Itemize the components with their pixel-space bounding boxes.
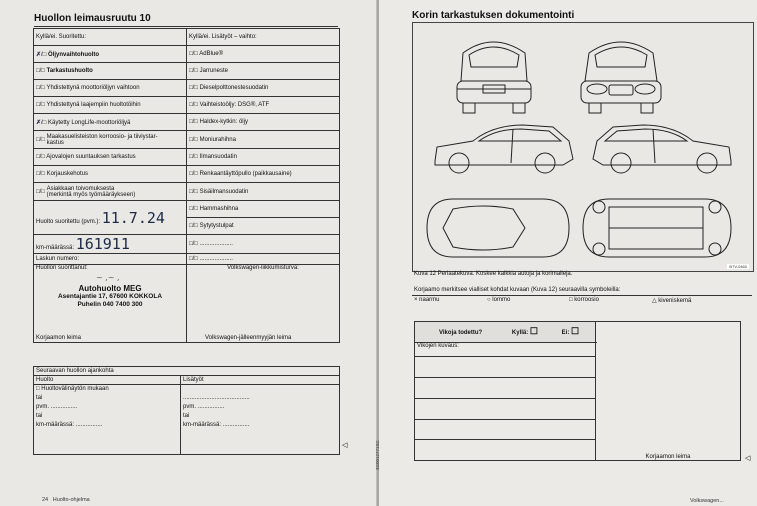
vw-cell [187,265,340,343]
row-adblue: □/□ AdBlue® [187,46,340,63]
side-code: 3G0012771SC [375,440,380,470]
symbol-stone-chip: △ kiveniskemä [652,298,692,304]
row-corrosion-check: □/□ Maakasuelisteiston korroosio- ja tiiviystar- kastus [34,131,187,149]
row-haldex: □/□ Haldex-kytkin: öljy [187,114,340,131]
car-side-right [593,125,731,173]
date-cell [34,201,187,235]
stamp-box-title: Huollon leimausruutu 10 [34,13,151,24]
body-inspection-title: Korin tarkastuksen dokumentointi [412,10,575,21]
performer-label: Huollon suorittanut: [36,265,88,271]
row-extra-2: □/□ .................... [187,254,340,265]
fault-line-4 [415,419,596,440]
row-customer-request: □/□ Asiakkaan toivomuksesta (merkintä myös työmääräykseen) [34,183,187,201]
car-front-view [581,42,661,113]
next-col-service: Huolto [34,376,181,385]
row-headlight-check: □/□ Ajovalojen suuntauksen tarkastus [34,149,187,166]
right-stamp-label: Korjaamon leima [645,454,691,460]
row-cabin-filter: □/□ Sisäilmansuodatin [187,183,340,201]
next-service-options: □ Huoltovälinäytön mukaan tai pvm. ................ tai km-määrässä: ................ [34,385,181,455]
row-extended-service: □/□ Yhdistettynä laajempiin huoltotöihin [34,97,187,114]
figure-caption: Kuva 12 Periaatekuva. Koskee kaikkia autoja ja korimalleja. [414,271,573,277]
right-stamp-cell [596,322,741,461]
row-air-filter: □/□ Ilmansuodatin [187,149,340,166]
row-oil-service: ✗/□ Öljynvaihtohuolto [34,46,187,63]
fault-line-3 [415,398,596,419]
workshop-stamp: Autohuolto MEG Asentajantie 17, 67600 KOKKOLA Puhelin 040 7400 300 [57,284,163,308]
row-multi-belt: □/□ Moniurahihna [187,131,340,149]
signature-scribble: ~ ,~ , [96,273,120,282]
date-label: Huolto suoritettu (pvm.): [36,218,101,225]
next-service-table [33,366,340,455]
performer-cell [34,265,187,343]
car-rear-view [457,42,531,113]
figure-code: B7V-0460 [729,264,747,269]
car-underbody-view [583,199,731,257]
next-col-extra: Lisätyöt [181,376,340,385]
title-rule [34,26,338,27]
row-tyre-sealant: □/□ Renkaantäyttöpullo (paikkausaine) [187,166,340,183]
symbol-dent: ○ lommo [487,297,511,303]
symbol-corrosion: □ korroosio [569,297,599,303]
car-side-left [435,125,573,173]
col2-header: Kyllä/ei. Lisätyöt – vaihto: [187,29,340,46]
fault-line-1 [415,357,596,378]
left-page [0,0,378,506]
symbol-scratch: × naarmu [414,297,440,303]
instructions-rule [412,295,752,296]
symbol-instructions: Korjaamo merkitsee vialliset kohdat kuvaan (Kuva 12) seuraavilla symboleilla: [414,287,621,293]
right-footer: Volkswagen... [690,498,724,504]
km-cell [34,235,187,254]
workshop-stamp-label: Korjaamon leima [36,335,82,341]
col1-header: Kyllä/ei. Suoritettu: [34,29,187,46]
row-inspection: □/□ Tarkastushuolto [34,63,187,80]
next-service-header: Seuraavan huollon ajankohta [34,367,340,376]
fault-line-5 [415,440,596,461]
fault-line-2 [415,378,596,399]
fault-form [414,321,741,461]
km-label: km-määrässä: [36,245,75,251]
car-outline-drawing [413,23,753,271]
row-brake-fluid: □/□ Jarruneste [187,63,340,80]
page-number: 24 Huolto-ohjelma [42,497,90,503]
row-longlife-oil: ✗/□ Käytetty LongLife-moottoriöljyä [34,114,187,131]
invoice-cell: Laskun numero: [34,254,187,265]
km-handwritten: 161911 [75,235,130,253]
row-timing-belt: □/□ Hammashihna [187,201,340,218]
dealer-stamp-label: Volkswagen-jälleenmyyjän leima [205,335,292,341]
fault-desc-label: Vikojen kuvaus: [415,342,596,357]
service-table [33,28,340,343]
row-spark-plugs: □/□ Sytytystulpat [187,218,340,235]
cut-mark: ◁ [342,442,348,449]
faults-question-row: Vikoja todettu? Kyllä: ☐ Ei: ☐ [415,322,596,343]
date-handwritten: 11.7.24 [101,208,165,227]
row-with-oil-change: □/□ Yhdistettynä moottoriöljyn vaihtoon [34,80,187,97]
car-diagram [412,22,754,272]
next-extra-options: ........................................ pvm. ................ tai km-määrässä: ................ [181,385,340,455]
row-gearbox-oil: □/□ Vaihteistoöljy: DSG®, ATF [187,97,340,114]
row-diesel-filter: □/□ Dieselpolttonestesuodatin [187,80,340,97]
row-extra-1: □/□ .................... [187,235,340,254]
right-cut-mark: ◁ [745,455,751,462]
row-repair-request: □/□ Korjauskehotus [34,166,187,183]
car-top-view [427,199,569,257]
vw-receiver-label: Volkswagen-liikkumisturva: [227,265,299,271]
